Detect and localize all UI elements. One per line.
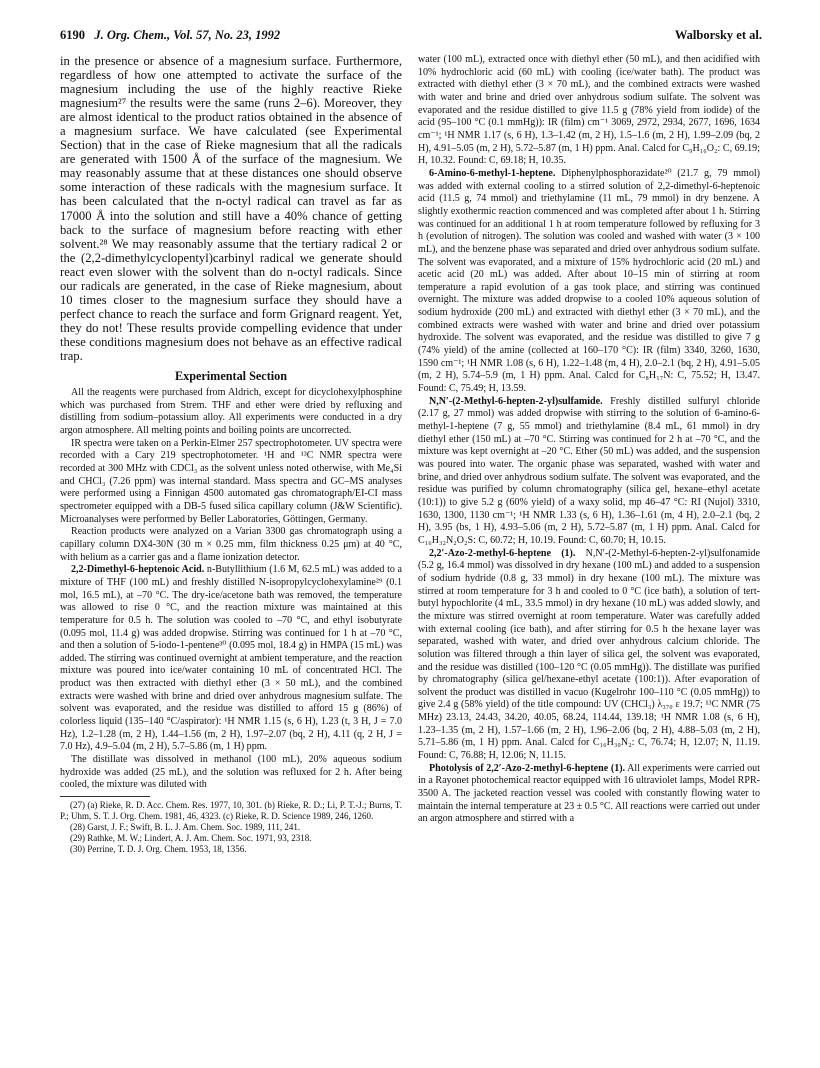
- paragraph-body: N,N′-(2-Methyl-6-hepten-2-yl)sulfonamide (5.2 g, 16.4 mmol) was dissolved in dry hexane (100 mL) and added to a suspension of sodium hydride (0.8 g, 33 mmol) in dry hexane (100 mL). The mixture was stirred at room temperature for 3 h and cooled to 0 °C (ice bath), a solution of tert-butyl hypochlorite (4 mL, 33.5 mmol) in dry hexane (10 mL) was added slowly, and the mixture was stirred overnight at room temperature. Water was carefully added with external cooling (ice bath), and after stirring for 0.5 h the hexane layer was separated, washed with water, and dried over anhydrous calcium chloride. The solution was filtered through a thin layer of silica gel, the solvent was evaporated, and the residue was distilled (100–120 °C (0.05 mmHg)). The distillate was purified by chromatography (silica gel/hexane-ethyl acetate (100:1)). After evaporation of solvent the product was distilled in vacuo (Kugelrohr 100–110 °C (0.05 mmHg)) to give 2.4 g (58% yield) of the title compound: UV (CHCl₃) λ₃₇₀ ε 19.7; ¹³C NMR (75 MHz) 23.13, 24.43, 34.20, 40.05, 68.24, 114.44, 139.18; ¹H NMR 1.08 (s, 6 H), 1.23–1.35 (m, 2 H), 1.57–1.66 (m, 2 H), 1.96–2.06 (bq, 2 H), 4.88–5.03 (m, 2 H), 5.71–5.86 (m, 1 H) ppm. Anal. Calcd for C₁₆H₃₀N₂: C, 76.74; H, 12.07; N, 11.19. Found: C, 76.88; H, 12.06; N, 11.15.: [418, 547, 760, 762]
- paragraph-distillate: The distillate was dissolved in methanol (100 mL), 20% aqueous sodium hydroxide was added (25 mL), and the solution was refluxed for 2 h. After being cooled, the mixture was diluted with: [60, 754, 402, 791]
- footnote-30: (30) Perrine, T. D. J. Org. Chem. 1953, 18, 1356.: [70, 844, 247, 855]
- section-heading: Experimental Section: [174, 369, 288, 384]
- paragraph-amine: [418, 168, 760, 396]
- run-in-heading: 6-Amino-6-methyl-1-heptene.: [429, 167, 556, 179]
- paragraph-acid-workup: water (100 mL), extracted once with diethyl ether (50 mL), and then acidified with 10% hydrochloric acid (60 mL) with cooling (ice/water bath). The product was extracted with diethyl ether (3 × 70 mL), and the combined extracts were washed with water and brine and dried over anhydrous sodium sulfate. The solvent was evaporated and the residue distilled to give 11.5 g (78% yield from iodide) of the acid (95–100 °C (0.1 mmHg)): IR (film) cm⁻¹ 3069, 2972, 2934, 2677, 1696, 1634 cm⁻¹; ¹H NMR 1.17 (s, 6 H), 1.3–1.42 (m, 2 H), 1.5–1.6 (m, 2 H), 1.99–2.09 (bq, 2 H), 4.91–5.05 (m, 2 H), 5.72–5.87 (m, 1 H) ppm. Anal. Calcd for C₉H₁₆O₂: C, 69.19; H, 10.32. Found: C, 69.18; H, 10.35.: [418, 54, 760, 167]
- paragraph-gc-analysis: Reaction products were analyzed on a Varian 3300 gas chromatograph using a capillary column DX4-30N (30 m × 0.25 mm, film thickness 0.25 μm) at 40 °C, with helium as a carrier gas and a flame ionization detector.: [60, 526, 402, 563]
- paragraph-body: All experiments were carried out in a Rayonet photochemical reactor equipped with 16 ultraviolet lamps, Model RPR-3500 A. The jacketed reaction vessel was cooled with constantly flowing water to maintain the internal temperature at 23 ± 0.5 °C. All reactions were carried out under an argon atmosphere and stirred with a: [418, 762, 760, 825]
- paragraph-sulfamide: [418, 396, 760, 548]
- header-authors: Walborsky et al.: [674, 28, 762, 42]
- paragraph-instruments: IR spectra were taken on a Perkin-Elmer 257 spectrophotometer. UV spectra were recorded with a Cary 219 spectrophotometer. ¹H and ¹³C NMR spectra were recorded at 300 MHz with CDCl₃ as the solvent unless noted otherwise, with Me₄Si and CHCl₃ (7.26 ppm) was internal standard. Mass spectra and GC–MS analyses were performed using a Finnigan 4500 automated gas chromatograph/EI-CI mass spectrometer equipped with a DB-5 fused silica capillary column (J&W Scientific). Microanalyses were performed by Beller Laboratories, Göttingen, Germany.: [60, 437, 402, 525]
- run-in-heading: 2,2-Dimethyl-6-heptenoic Acid.: [71, 564, 205, 576]
- paragraph-azo: [418, 548, 760, 763]
- footnote-27: (27) (a) Rieke, R. D. Acc. Chem. Res. 1977, 10, 301. (b) Rieke, R. D.; Li, P. T.-J.; Burns, T. P.; Uhm, S. T. J. Org. Chem. 1981, 46, 4323. (c) Rieke, R. D. Science 1989, 246, 1260.: [60, 800, 402, 822]
- paragraph-body: Freshly distilled sulfuryl chloride (2.17 g, 27 mmol) was added dropwise with stirring to the solution of 6-amino-6-methyl-1-heptene (7 g, 55 mmol) and triethylamine (8.4 mL, 61 mmol) in dry diethyl ether (150 mL) at –70 °C. Stirring was continued for 2 h at –70 °C, and the mixture was kept overnight at –20 °C. Ether (50 mL) was added, and the suspension was poured into water. The organic phase was separated, washed with water and brine, and dried over anhydrous sodium sulfate. The solvent was evaporated, and the residue was purified by column chromatography (silica gel, hexane–ethyl acetate (10:1)) to give 5.2 g (60% yield) of a waxy solid, mp 46–47 °C: RI (Nujol) 3310, 1630, 1300, 1130 cm⁻¹; ¹H NMR 1.33 (s, 6 H), 1.36–1.61 (m, 4 H), 2.0–2.1 (bq, 2 H), 3.95 (bs, 1 H), 4.93–5.06 (m, 2 H), 5.72–5.87 (m, 1 H) ppm. Anal. Calcd for C₁₆H₃₂N₂O₂S: C, 60.72; H, 10.19. Found: C, 60.70; H, 10.15.: [418, 395, 760, 546]
- right-column: [418, 54, 760, 826]
- run-in-heading: N,N′-(2-Methyl-6-hepten-2-yl)sulfamide.: [429, 395, 603, 407]
- paragraph-body: n-Butyllithium (1.6 M, 62.5 mL) was added to a mixture of THF (100 mL) and freshly distilled N-isopropylcyclohexylamine²⁹ (0.1 mol, 16.5 mL), at –70 °C. The dry-ice/acetone bath was removed, the temperature was allowed to rise 0 °C, and the reaction mixture was maintained at this temperature for 0.5 h. The solution was cooled to –70 °C, and ethyl isobutyrate (0.095 mol, 11.4 g) was added dropwise. Stirring was continued for 1 h at –70 °C, and then a solution of 5-iodo-1-pentene³⁰ (0.095 mol, 18.4 g) in HMPA (15 mL) was added. The stirring was continued overnight at ambient temperature, and the reaction mixture was poured into ice/water containing 10 mL of concentrated HCl. The product was then extracted with diethyl ether (3 × 50 mL), and the combined extracts were washed with brine and dried over anhydrous magnesium sulfate. The solvent was evaporated, and the residue was distilled to afford 15 g (86%) of colorless liquid (135–140 °C/aspirator): ¹H NMR 1.15 (s, 6 H), 1.23 (t, 3 H, J = 7.0 Hz), 1.2–1.28 (m, 2 H), 1.44–1.56 (m, 2 H), 1.97–2.07 (bq, 2 H), 4.11 (q, 2 H, J = 7.0 Hz), 4.9–5.04 (m, 2 H), 5.7–5.86 (m, 1 H) ppm.: [60, 564, 403, 753]
- intro-paragraph: in the presence or absence of a magnesium surface. Furthermore, regardless of how one attempted to activate the surface of the magnesium including the use of the highly reactive Rieke magnesium²⁷ the results were the same (runs 2–6). Moreover, they are almost identical to the product ratios obtained in the absence of a magnesium surface. We have calculated (see Experimental Section) that in the case of Rieke magnesium that all the radicals are generated with 1500 Å of the surface of the magnesium. We may reasonably assume that at these distances one should observe some interaction of these radicals with the magnesium surface. It has been calculated that the n-octyl radical can travel as far as 17000 Å into the solution and still have a 40% chance of getting back to the surface of magnesium before reacting with ether solvent.²⁸ We may reasonably assume that the tertiary radical 2 or the (2,2-dimethylcyclopentyl)carbinyl radical we generate should react even slower with the solvent than do n-octyl radicals. Since our radicals are generated, in the case of Rieke magnesium, about 10 times closer to the magnesium surface they should have a perfect chance to reach the surface and form Grignard reagent. Yet, they do not! These results provide compelling evidence that under these conditions magnesium does not behave as an effective radical trap.: [60, 54, 402, 363]
- paragraph-heptenoic-acid: [60, 564, 402, 754]
- page-number: 6190: [60, 28, 85, 42]
- paragraph-reagents: All the reagents were purchased from Aldrich, except for dicyclohexylphosphine which was purchased from Strem. THF and ether were dried by refluxing and distilling from sodium–potassium alloy. All experiments were conducted in a dry argon atmosphere. All melting points and boiling points are uncorrected.: [60, 387, 402, 436]
- page-header: [60, 28, 762, 50]
- footnote-29: (29) Rathke, M. W.; Lindert, A. J. Am. Chem. Soc. 1971, 93, 2318.: [70, 833, 312, 844]
- footnote-divider: [60, 796, 150, 797]
- left-column: [60, 54, 402, 856]
- run-in-heading: 2,2′-Azo-2-methyl-6-heptene (1).: [429, 547, 576, 559]
- footnote-28: (28) Garst, J. F.; Swift, B. L. J. Am. Chem. Soc. 1989, 111, 241.: [70, 822, 301, 833]
- run-in-heading: Photolysis of 2,2′-Azo-2-methyl-6-heptene (1).: [429, 762, 626, 774]
- footnotes: [60, 800, 402, 855]
- paragraph-body: Diphenylphosphorazidate²⁰ (21.7 g, 79 mmol) was added with external cooling to a stirred solution of 2,2-dimethyl-6-heptenoic acid (11.5 g, 74 mmol) and triethylamine (11 mL, 79 mmol) in dry benzene. A slightly exothermic reaction commenced and was completed after about 1 h. Stirring was continued for an additional 1 h at room temperature followed by refluxing for 3 h (evolution of nitrogen). The solution was cooled and washed with water (3 × 100 mL), and the benzene phase was separated and dried over anhydrous sodium sulfate. The solvent was evaporated, and a mixture of 15% hydrochloric acid (20 mL) and acetic acid (20 mL) was added. After about 10–15 min of stirring at room temperature a rapid evolution of a gas took place, and stirring was continued overnight. The mixture was added dropwise to a cooled 10% aqueous solution of sodium hydroxide (200 mL) and extracted with diethyl ether (3 × 70 mL), and the combined extracts were washed with water and brine and dried over potassium hydroxide. The solvent was evaporated, and the residue was distilled to give 7 g (74% yield) of the amine (collected at 160–170 °C): IR (film) 3340, 3260, 1630, 1590 cm⁻¹; ¹H NMR 1.08 (s, 6 H), 1.22–1.48 (m, 4 H), 2.0–2.1 (bq, 2 H), 4.91–5.05 (m, 2 H), 5.74–5.9 (m, 1 H) ppm. Anal. Calcd for C₈H₁₇N: C, 75.52; H, 13.47. Found: C, 75.49; H, 13.59.: [418, 167, 760, 395]
- paragraph-photolysis: [418, 763, 760, 826]
- header-left: [60, 28, 280, 43]
- journal-citation: J. Org. Chem., Vol. 57, No. 23, 1992: [94, 28, 281, 42]
